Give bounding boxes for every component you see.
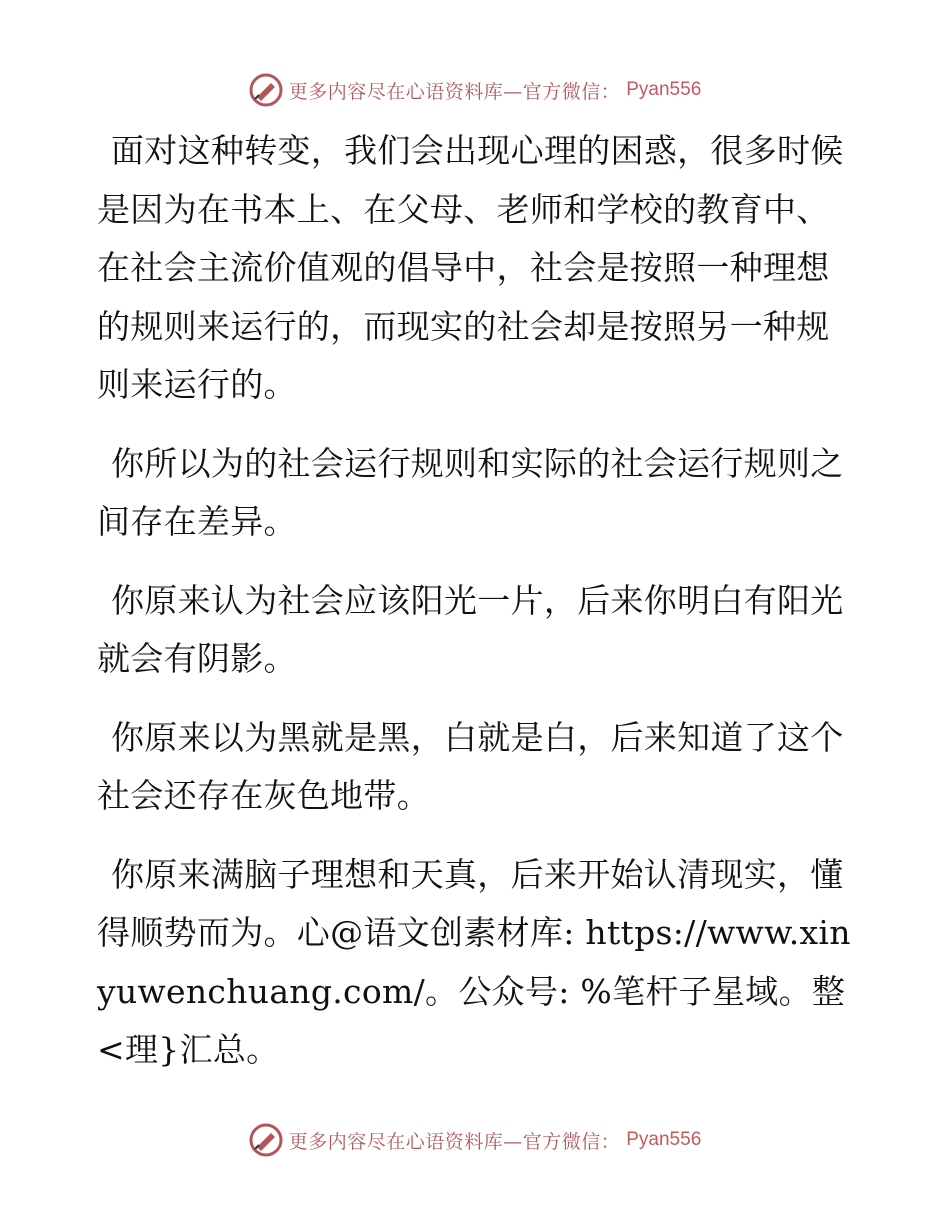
header-banner bbox=[0, 70, 950, 110]
paragraph: 你原来认为社会应该阳光一片，后来你明白有阳光就会有阴影。 bbox=[97, 580, 844, 678]
paragraph: 你原来满脑子理想和天真，后来开始认清现实，懂得顺势而为。心@语文创素材库: https://www.xinyuwenchuang.com/。公众号: %笔杆子星域。整<理}汇总。 bbox=[97, 854, 851, 1069]
paragraph: 你所以为的社会运行规则和实际的社会运行规则之间存在差异。 bbox=[97, 443, 844, 541]
banner-text: 更多内容尽在心语资料库—官方微信： bbox=[288, 80, 621, 103]
wechat-id: Pyan556 bbox=[626, 1129, 702, 1150]
banner-text: 更多内容尽在心语资料库—官方微信： bbox=[288, 1130, 621, 1153]
paragraph: 你原来以为黑就是黑，白就是白，后来知道了这个社会还存在灰色地带。 bbox=[97, 717, 844, 815]
document-body bbox=[97, 122, 857, 1100]
pen-logo-icon bbox=[249, 1123, 283, 1157]
footer-banner bbox=[0, 1120, 950, 1160]
pen-logo-icon bbox=[249, 73, 283, 107]
wechat-id: Pyan556 bbox=[626, 79, 702, 100]
paragraph: 面对这种转变，我们会出现心理的困惑，很多时候是因为在书本上、在父母、老师和学校的教育中、在社会主流价值观的倡导中，社会是按照一种理想的规则来运行的，而现实的社会却是按照另一种规则来运行的。 bbox=[97, 131, 844, 404]
